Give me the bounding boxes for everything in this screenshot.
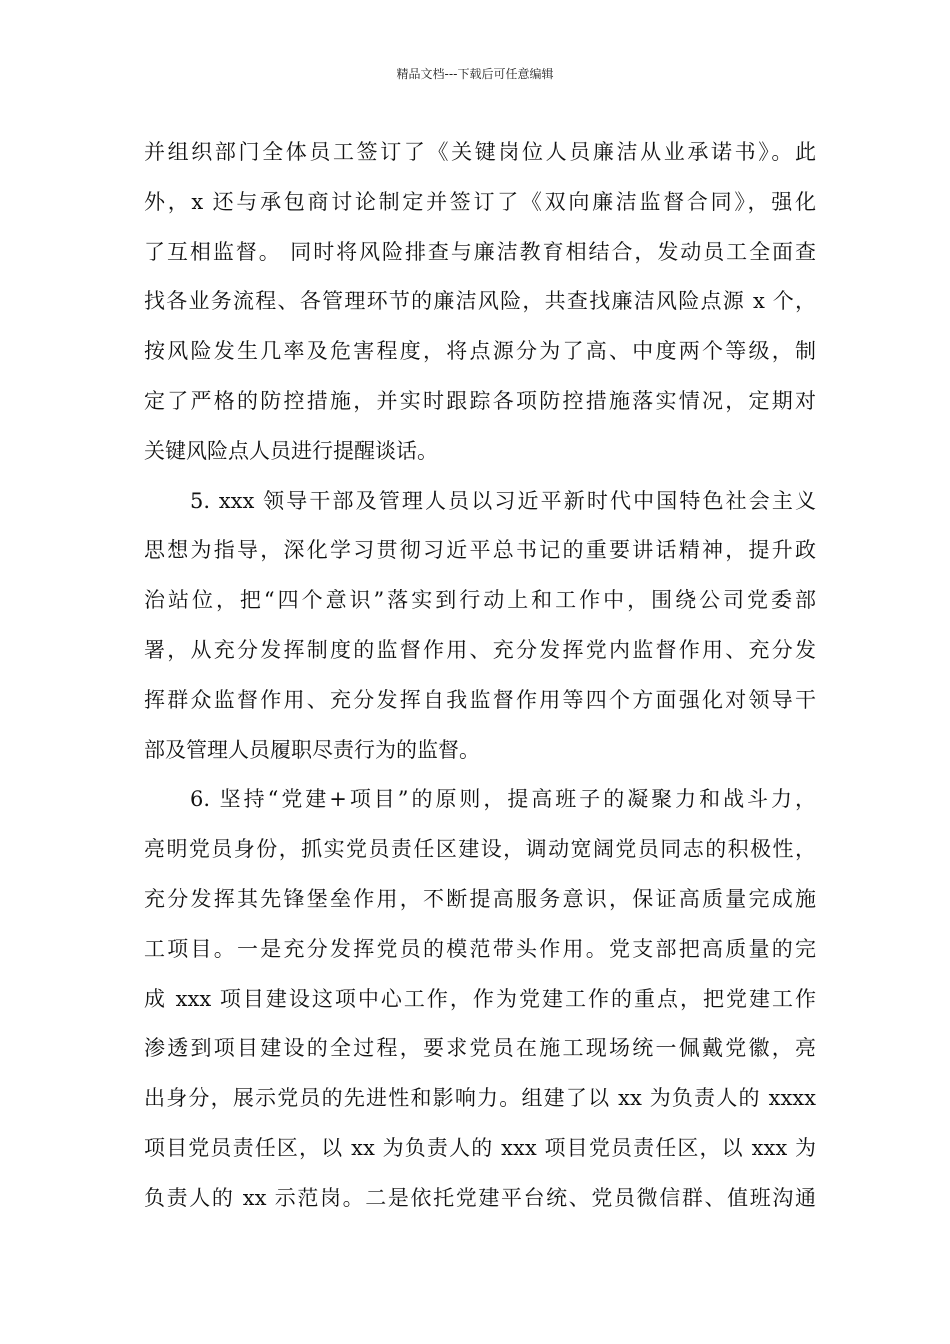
text-line: 工项目。一是充分发挥党员的模范带头作用。党支部把高质量的完 <box>144 936 816 961</box>
document-body <box>144 128 816 1224</box>
text-line: 并组织部门全体员工签订了《关键岗位人员廉洁从业承诺书》。此 <box>144 140 816 164</box>
text-line: 负责人的 xx 示范岗。二是依托党建平台统、党员微信群、值班沟通 <box>144 1185 816 1210</box>
paragraph-2 <box>144 477 816 776</box>
text-line: 了互相监督。 同时将风险排查与廉洁教育相结合，发动员工全面查 <box>144 239 816 264</box>
text-line: 出身分，展示党员的先进性和影响力。组建了以 xx 为负责人的 xxxx <box>144 1086 816 1111</box>
text-line: 成 xxx 项目建设这项中心工作，作为党建工作的重点，把党建工作 <box>144 986 816 1011</box>
text-line: 渗透到项目建设的全过程，要求党员在施工现场统一佩戴党徽，亮 <box>144 1036 816 1061</box>
page-header: 精品文档---下载后可任意编辑 <box>396 67 554 81</box>
text-line: 项目党员责任区，以 xx 为负责人的 xxx 项目党员责任区，以 xxx 为 <box>144 1135 816 1160</box>
paragraph-1 <box>144 128 816 477</box>
text-line: 找各业务流程、各管理环节的廉洁风险，共查找廉洁风险点源 x 个， <box>144 289 816 314</box>
paragraph-3 <box>144 775 816 1223</box>
text-line: 定了严格的防控措施，并实时跟踪各项防控措施落实情况，定期对 <box>144 388 816 413</box>
text-line: 关键风险点人员进行提醒谈话。 <box>144 438 438 463</box>
text-line: 外，x 还与承包商讨论制定并签订了《双向廉洁监督合同》，强化 <box>144 189 816 214</box>
text-line: 部及管理人员履职尽责行为的监督。 <box>144 737 480 762</box>
text-line: 充分发挥其先锋堡垒作用，不断提高服务意识，保证高质量完成施 <box>144 886 816 911</box>
text-line: 5. xxx 领导干部及管理人员以习近平新时代中国特色社会主义 <box>190 488 816 513</box>
text-line: 思想为指导，深化学习贯彻习近平总书记的重要讲话精神，提升政 <box>144 538 816 563</box>
text-line: 按风险发生几率及危害程度，将点源分为了高、中度两个等级，制 <box>144 339 816 364</box>
text-line: 6. 坚持“党建+项目”的原则，提高班子的凝聚力和战斗力， <box>190 787 816 812</box>
text-line: 亮明党员身份，抓实党员责任区建设，调动宽阔党员同志的积极性， <box>144 837 816 862</box>
text-line: 署，从充分发挥制度的监督作用、充分发挥党内监督作用、充分发 <box>144 637 816 662</box>
text-line: 挥群众监督作用、充分发挥自我监督作用等四个方面强化对领导干 <box>144 687 816 712</box>
text-line: 治站位，把“四个意识”落实到行动上和工作中，围绕公司党委部 <box>144 588 816 613</box>
